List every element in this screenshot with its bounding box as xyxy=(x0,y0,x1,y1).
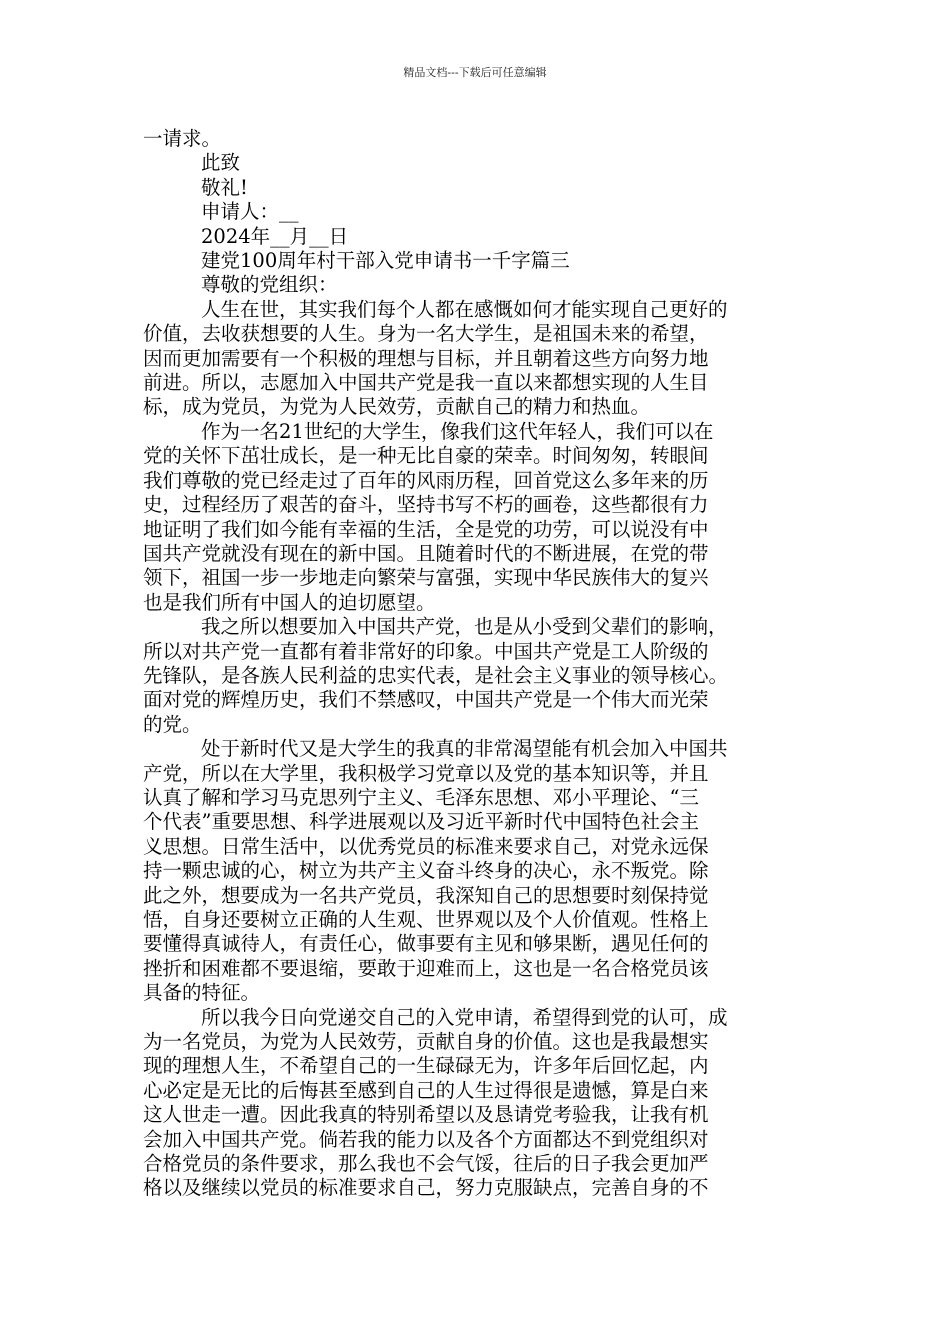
header-text: 精品文档---下载后可任意编辑 xyxy=(403,66,547,79)
text-line: 我之所以想要加入中国共产党，也是从小受到父辈们的影响， xyxy=(201,615,728,639)
text-line: 这人世走一遭。因此我真的特别希望以及恳请党考验我，让我有机 xyxy=(143,1103,709,1127)
text-line: 义思想。日常生活中，以优秀党员的标准来要求自己，对党永远保 xyxy=(143,834,709,858)
text-line: 此致 xyxy=(201,151,241,175)
text-line: 格以及继续以党员的标准要求自己，努力克服缺点，完善自身的不 xyxy=(143,1176,709,1200)
text-line: 心必定是无比的后悔甚至感到自己的人生过得很是遗憾，算是白来 xyxy=(143,1078,709,1102)
text-line: 持一颗忠诚的心，树立为共产主义奋斗终身的决心，永不叛党。除 xyxy=(143,859,709,883)
text-line: 国共产党就没有现在的新中国。且随着时代的不断进展，在党的带 xyxy=(143,541,709,565)
text-line: 人生在世，其实我们每个人都在感慨如何才能实现自己更好的 xyxy=(201,297,728,321)
text-line: 个代表”重要思想、科学进展观以及习近平新时代中国特色社会主 xyxy=(143,810,699,834)
text-line: 现的理想人生，不希望自己的一生碌碌无为，许多年后回忆起，内 xyxy=(143,1054,709,1078)
page-header xyxy=(0,66,950,80)
text-line: 先锋队，是各族人民利益的忠实代表，是社会主义事业的领导核心。 xyxy=(143,663,729,687)
text-line: 也是我们所有中国人的迫切愿望。 xyxy=(143,590,436,614)
text-line: 我们尊敬的党已经走过了百年的风雨历程，回首党这么多年来的历 xyxy=(143,468,709,492)
text-line: 的党。 xyxy=(143,712,202,736)
text-line: 具备的特征。 xyxy=(143,981,261,1005)
text-line: 产党，所以在大学里，我积极学习党章以及党的基本知识等，并且 xyxy=(143,761,709,785)
text-line: 为一名党员，为党为人民效劳，贡献自身的价值。这也是我最想实 xyxy=(143,1030,709,1054)
text-line: 价值，去收获想要的人生。身为一名大学生，是祖国未来的希望， xyxy=(143,322,709,346)
text-line: 2024年__月__日 xyxy=(201,224,349,248)
text-line: 悟，自身还要树立正确的人生观、世界观以及个人价值观。性格上 xyxy=(143,908,709,931)
text-line: 史，过程经历了艰苦的奋斗，坚持书写不朽的画卷，这些都很有力 xyxy=(143,493,709,517)
text-line: 所以我今日向党递交自己的入党申请，希望得到党的认可，成 xyxy=(201,1005,728,1029)
text-line: 此之外，想要成为一名共产党员，我深知自己的思想要时刻保持觉 xyxy=(143,883,709,907)
text-line: 一请求。 xyxy=(143,127,222,150)
text-line: 处于新时代又是大学生的我真的非常渴望能有机会加入中国共 xyxy=(201,737,728,761)
text-line: 标，成为党员，为党为人民效劳，贡献自己的精力和热血。 xyxy=(143,395,651,419)
text-line: 敬礼! xyxy=(201,175,248,199)
text-line: 尊敬的党组织： xyxy=(201,273,338,297)
text-line: 前进。所以，志愿加入中国共产党是我一直以来都想实现的人生目 xyxy=(143,371,709,395)
text-line: 面对党的辉煌历史，我们不禁感叹，中国共产党是一个伟大而光荣 xyxy=(143,688,709,712)
text-line: 因而更加需要有一个积极的理想与目标，并且朝着这些方向努力地 xyxy=(143,346,709,370)
text-line: 党的关怀下茁壮成长，是一种无比自豪的荣幸。时间匆匆，转眼间 xyxy=(143,444,709,468)
text-line: 要懂得真诚待人，有责任心，做事要有主见和够果断，遇见任何的 xyxy=(143,932,709,956)
text-line: 申请人：__ xyxy=(201,200,299,224)
text-line: 建党100周年村干部入党申请书一千字篇三 xyxy=(201,249,570,273)
text-line: 作为一名21世纪的大学生，像我们这代年轻人，我们可以在 xyxy=(201,419,714,443)
text-line: 挫折和困难都不要退缩，要敢于迎难而上，这也是一名合格党员该 xyxy=(143,956,709,980)
text-line: 领下，祖国一步一步地走向繁荣与富强，实现中华民族伟大的复兴 xyxy=(143,566,709,590)
text-line: 认真了解和学习马克思列宁主义、毛泽东思想、邓小平理论、“三 xyxy=(143,785,699,809)
text-line: 会加入中国共产党。倘若我的能力以及各个方面都达不到党组织对 xyxy=(143,1127,709,1151)
text-line: 地证明了我们如今能有幸福的生活，全是党的功劳，可以说没有中 xyxy=(143,517,709,541)
document-body xyxy=(143,127,803,1201)
text-line: 合格党员的条件要求，那么我也不会气馁，往后的日子我会更加严 xyxy=(143,1152,709,1176)
text-line: 所以对共产党一直都有着非常好的印象。中国共产党是工人阶级的 xyxy=(143,639,709,663)
